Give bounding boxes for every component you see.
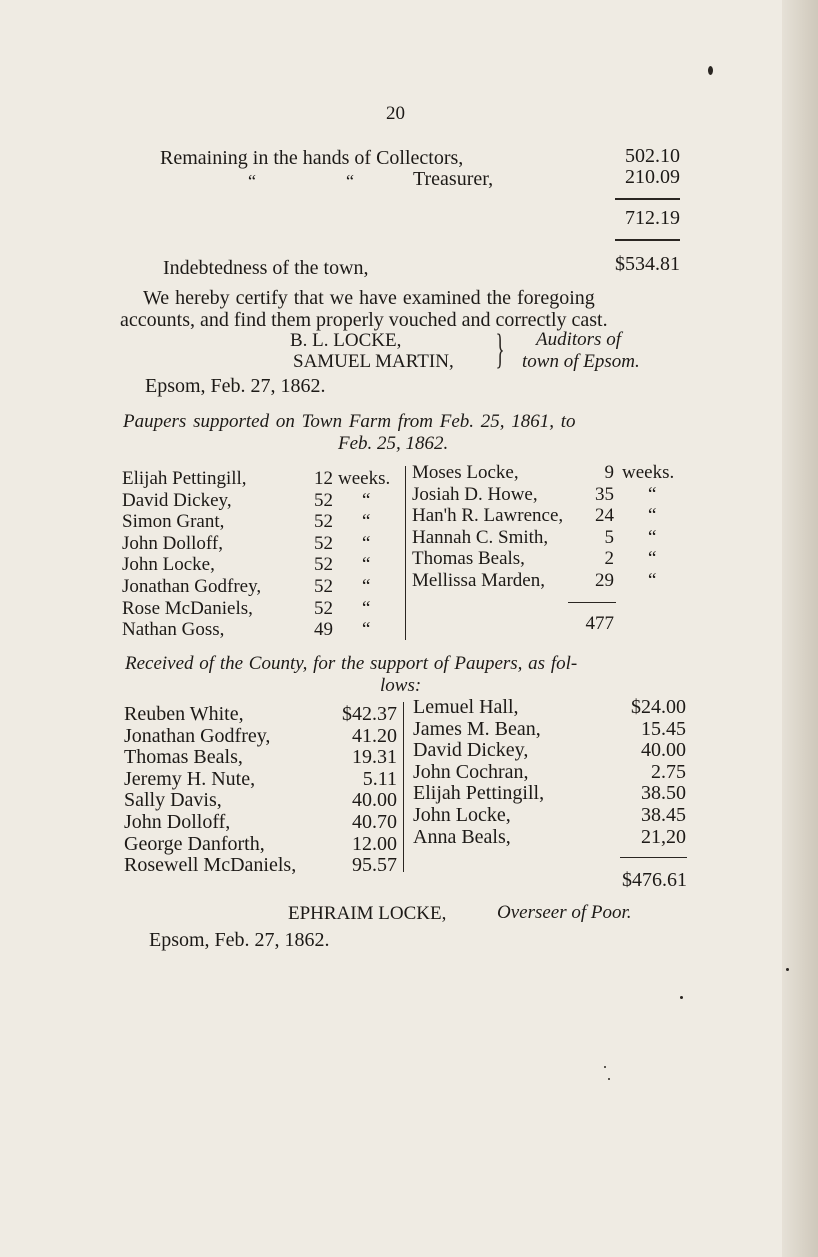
- pauper-row-weeks: 9: [604, 462, 614, 483]
- pauper-row-name: Elijah Pettingill,: [122, 468, 247, 489]
- auditor-role-2: town of Epsom.: [522, 351, 640, 372]
- county-row-name: James M. Bean,: [413, 717, 541, 740]
- sum-rule: [615, 239, 680, 241]
- county-row-name: Rosewell McDaniels,: [124, 854, 297, 877]
- county-row-name: Elijah Pettingill,: [413, 782, 545, 805]
- sum-rule: [568, 602, 616, 603]
- pauper-row-weeks: 29: [595, 570, 614, 591]
- pauper-row-name: David Dickey,: [122, 489, 232, 511]
- brace-symbol: }: [495, 327, 505, 373]
- pauper-row-name: Thomas Beals,: [412, 548, 525, 570]
- county-heading-1: Received of the County, for the support of Paupers, as fol-: [125, 653, 578, 674]
- pauper-row-unit: “: [362, 489, 371, 511]
- ink-speck: [786, 968, 789, 971]
- county-row-name: Jonathan Godfrey,: [124, 724, 271, 747]
- county-row-name: Jeremy H. Nute,: [124, 767, 256, 790]
- pauper-row-unit: weeks.: [338, 468, 391, 489]
- county-row-amount: $42.37: [342, 703, 397, 725]
- treasurer-label: Treasurer,: [413, 168, 494, 190]
- county-row-amount: 19.31: [352, 746, 397, 769]
- paupers-heading-2: Feb. 25, 1862.: [338, 433, 449, 454]
- pauper-row-weeks: 2: [604, 548, 614, 570]
- county-row-amount: 21,20: [641, 825, 686, 848]
- pauper-row-name: Nathan Goss,: [122, 619, 225, 641]
- pauper-row-unit: “: [362, 532, 371, 554]
- page-edge-shadow: [782, 0, 818, 1257]
- pauper-row-weeks: 52: [314, 597, 333, 619]
- pauper-row-weeks: 52: [314, 489, 333, 511]
- county-row-amount: 40.00: [641, 739, 686, 762]
- county-row-amount: 5.11: [362, 767, 397, 790]
- county-row-name: Anna Beals,: [413, 825, 511, 848]
- county-row-amount: 95.57: [352, 854, 397, 877]
- pauper-row-weeks: 52: [314, 576, 333, 597]
- county-row-amount: 41.20: [352, 724, 397, 747]
- pauper-row-weeks: 52: [314, 532, 333, 554]
- pauper-row-unit: “: [362, 619, 371, 641]
- overseer-name: EPHRAIM LOCKE,: [288, 903, 447, 924]
- pauper-row-name: Rose McDaniels,: [122, 597, 253, 619]
- indebtedness-value: $534.81: [615, 253, 680, 275]
- column-divider: [405, 466, 406, 640]
- overseer-title: Overseer of Poor.: [497, 902, 632, 923]
- pauper-row-unit: “: [648, 505, 657, 527]
- collectors-label: Remaining in the hands of Collectors,: [160, 147, 464, 169]
- auditor-name-1: B. L. LOCKE,: [290, 330, 402, 351]
- pauper-row-unit: weeks.: [622, 462, 675, 483]
- county-row-name: Lemuel Hall,: [413, 696, 519, 718]
- pauper-row-name: John Dolloff,: [122, 532, 223, 554]
- pauper-row-weeks: 12: [314, 468, 333, 489]
- page-number: 20: [386, 103, 405, 124]
- collectors-value: 502.10: [625, 145, 680, 167]
- county-row-name: John Locke,: [413, 804, 511, 826]
- pauper-row-name: Simon Grant,: [122, 511, 225, 533]
- county-row-amount: 38.50: [641, 782, 686, 805]
- certification-line-1: We hereby certify that we have examined the foregoing: [143, 287, 595, 309]
- signature-date: Epsom, Feb. 27, 1862.: [149, 929, 330, 951]
- indebtedness-label: Indebtedness of the town,: [163, 257, 369, 279]
- column-divider: [403, 702, 404, 872]
- pauper-row-name: Josiah D. Howe,: [412, 483, 538, 505]
- ink-speck: [680, 996, 683, 999]
- pauper-row-unit: “: [648, 570, 657, 591]
- pauper-row-unit: “: [648, 483, 657, 505]
- pauper-row-weeks: 5: [604, 526, 614, 548]
- pauper-row-weeks: 49: [314, 619, 333, 641]
- county-row-name: John Cochran,: [413, 760, 529, 783]
- pauper-row-unit: “: [362, 597, 371, 619]
- county-row-amount: 15.45: [641, 717, 686, 740]
- pauper-row-name: Mellissa Marden,: [412, 570, 545, 591]
- county-row-name: Thomas Beals,: [124, 746, 243, 769]
- paupers-total: 477: [585, 613, 614, 634]
- certification-date: Epsom, Feb. 27, 1862.: [145, 375, 326, 397]
- pauper-row-weeks: 52: [314, 554, 333, 576]
- county-row-name: Sally Davis,: [124, 789, 222, 812]
- ditto-mark: “: [346, 171, 354, 191]
- ink-speck: [708, 66, 713, 75]
- auditor-name-2: SAMUEL MARTIN,: [293, 351, 454, 372]
- pauper-row-name: Moses Locke,: [412, 462, 519, 483]
- pauper-row-name: Hannah C. Smith,: [412, 526, 549, 548]
- county-heading-2: lows:: [380, 675, 422, 696]
- pauper-row-unit: “: [362, 511, 371, 533]
- pauper-row-unit: “: [648, 548, 657, 570]
- pauper-row-unit: “: [362, 576, 371, 597]
- treasurer-value: 210.09: [625, 166, 680, 188]
- sum-rule: [620, 857, 687, 858]
- pauper-row-weeks: 52: [314, 511, 333, 533]
- subtotal-value: 712.19: [625, 207, 680, 229]
- county-row-amount: 40.00: [352, 789, 397, 812]
- county-row-name: John Dolloff,: [124, 811, 231, 833]
- pauper-row-name: John Locke,: [122, 554, 215, 576]
- county-row-name: Reuben White,: [124, 703, 244, 725]
- ink-speck: [604, 1066, 606, 1068]
- paupers-heading-1: Paupers supported on Town Farm from Feb. 25, 1861, to: [123, 411, 576, 432]
- county-row-name: David Dickey,: [413, 739, 529, 762]
- pauper-row-unit: “: [648, 526, 657, 548]
- ditto-mark: “: [248, 171, 256, 191]
- pauper-row-name: Han'h R. Lawrence,: [412, 505, 564, 527]
- county-row-amount: 12.00: [352, 832, 397, 855]
- county-total: $476.61: [622, 869, 687, 891]
- ink-speck: [608, 1078, 610, 1080]
- county-row-amount: $24.00: [631, 696, 686, 718]
- county-row-amount: 38.45: [641, 804, 686, 826]
- auditor-role-1: Auditors of: [536, 329, 621, 350]
- county-row-name: George Danforth,: [124, 832, 265, 855]
- pauper-row-name: Jonathan Godfrey,: [122, 576, 262, 597]
- pauper-row-weeks: 35: [595, 483, 614, 505]
- county-row-amount: 2.75: [651, 760, 686, 783]
- county-row-amount: 40.70: [352, 811, 397, 833]
- pauper-row-weeks: 24: [595, 505, 614, 527]
- certification-line-2: accounts, and find them properly vouched and correctly cast.: [120, 309, 608, 331]
- pauper-row-unit: “: [362, 554, 371, 576]
- sum-rule: [615, 198, 680, 200]
